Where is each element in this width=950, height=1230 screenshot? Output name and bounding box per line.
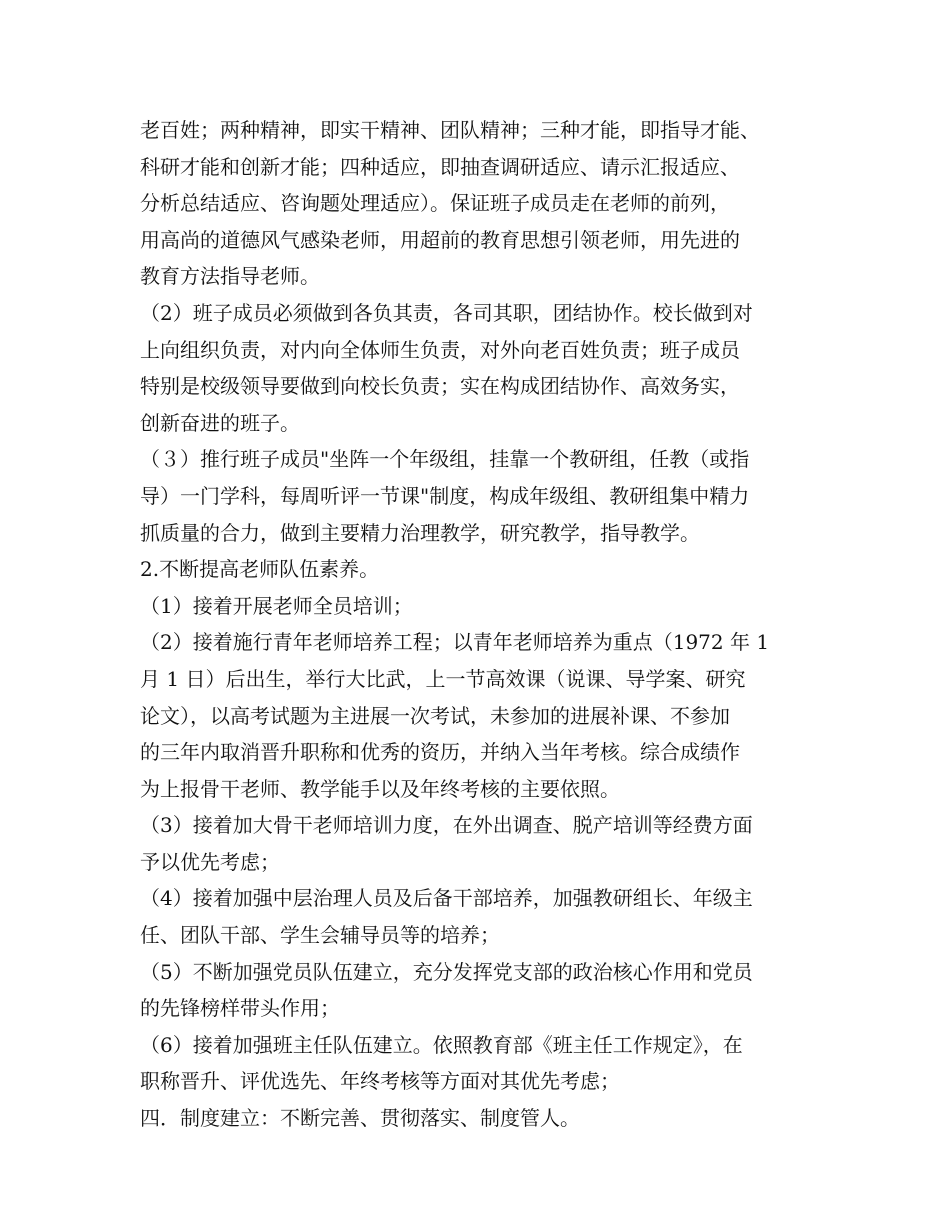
text-line: （2）班子成员必须做到各负其责，各司其职，团结协作。校长做到对 [140, 300, 753, 325]
text-line: 分析总结适应、咨询题处理适应）。保证班子成员走在老师的前列， [140, 191, 730, 216]
text-line: 教育方法指导老师。 [140, 264, 320, 289]
text-line: （1）接着开展老师全员培训； [140, 593, 413, 618]
text-line: 科研才能和创新才能；四种适应，即抽查调研适应、请示汇报适应、 [140, 154, 740, 179]
text-line: 任、团队干部、学生会辅导员等的培养； [140, 923, 500, 948]
text-line: 特别是校级领导要做到向校长负责；实在构成团结协作、高效务实， [140, 374, 740, 399]
text-line: 职称晋升、评优选先、年终考核等方面对其优先考虑； [140, 1069, 620, 1094]
text-line: （6）接着加强班主任队伍建立。依照教育部《班主任工作规定》，在 [140, 1032, 743, 1057]
text-line: 老百姓；两种精神，即实干精神、团队精神；三种才能，即指导才能、 [140, 118, 760, 142]
text-line: （2）接着施行青年老师培养工程；以青年老师培养为重点（1972 年 1 [140, 630, 770, 655]
text-line: 创新奋进的班子。 [140, 410, 300, 435]
text-line: 用高尚的道德风气感染老师，用超前的教育思想引领老师，用先进的 [140, 227, 740, 252]
text-line: 导）一门学科，每周听评一节课"制度，构成年级组、教研组集中精力 [140, 483, 750, 508]
text-line: 予以优先考虑； [140, 849, 280, 874]
text-line: （5）不断加强党员队伍建立，充分发挥党支部的政治核心作用和党员 [140, 959, 753, 984]
section-heading: 2.不断提高老师队伍素养。 [140, 557, 380, 582]
body-text [140, 112, 840, 1137]
text-line: 论文），以高考试题为主进展一次考试，未参加的进展补课、不参加 [140, 703, 730, 728]
text-line: （３）推行班子成员"坐阵一个年级组，挂靠一个教研组，任教（或指 [140, 447, 750, 472]
text-line: 为上报骨干老师、教学能手以及年终考核的主要依照。 [140, 776, 620, 801]
text-line: 的三年内取消晋升职称和优秀的资历，并纳入当年考核。综合成绩作 [140, 740, 740, 765]
text-line: （4）接着加强中层治理人员及后备干部培养，加强教研组长、年级主 [140, 886, 753, 911]
section-heading: 四．制度建立：不断完善、贯彻落实、制度管人。 [140, 1106, 580, 1131]
text-line: （3）接着加大骨干老师培训力度，在外出调查、脱产培训等经费方面 [140, 813, 753, 838]
text-line: 抓质量的合力，做到主要精力治理教学，研究教学，指导教学。 [140, 520, 700, 545]
text-line: 上向组织负责，对内向全体师生负责，对外向老百姓负责；班子成员 [140, 337, 740, 362]
text-line: 月 1 日）后出生，举行大比武，上一节高效课（说课、导学案、研究 [140, 666, 746, 691]
text-line: 的先锋榜样带头作用； [140, 996, 340, 1021]
